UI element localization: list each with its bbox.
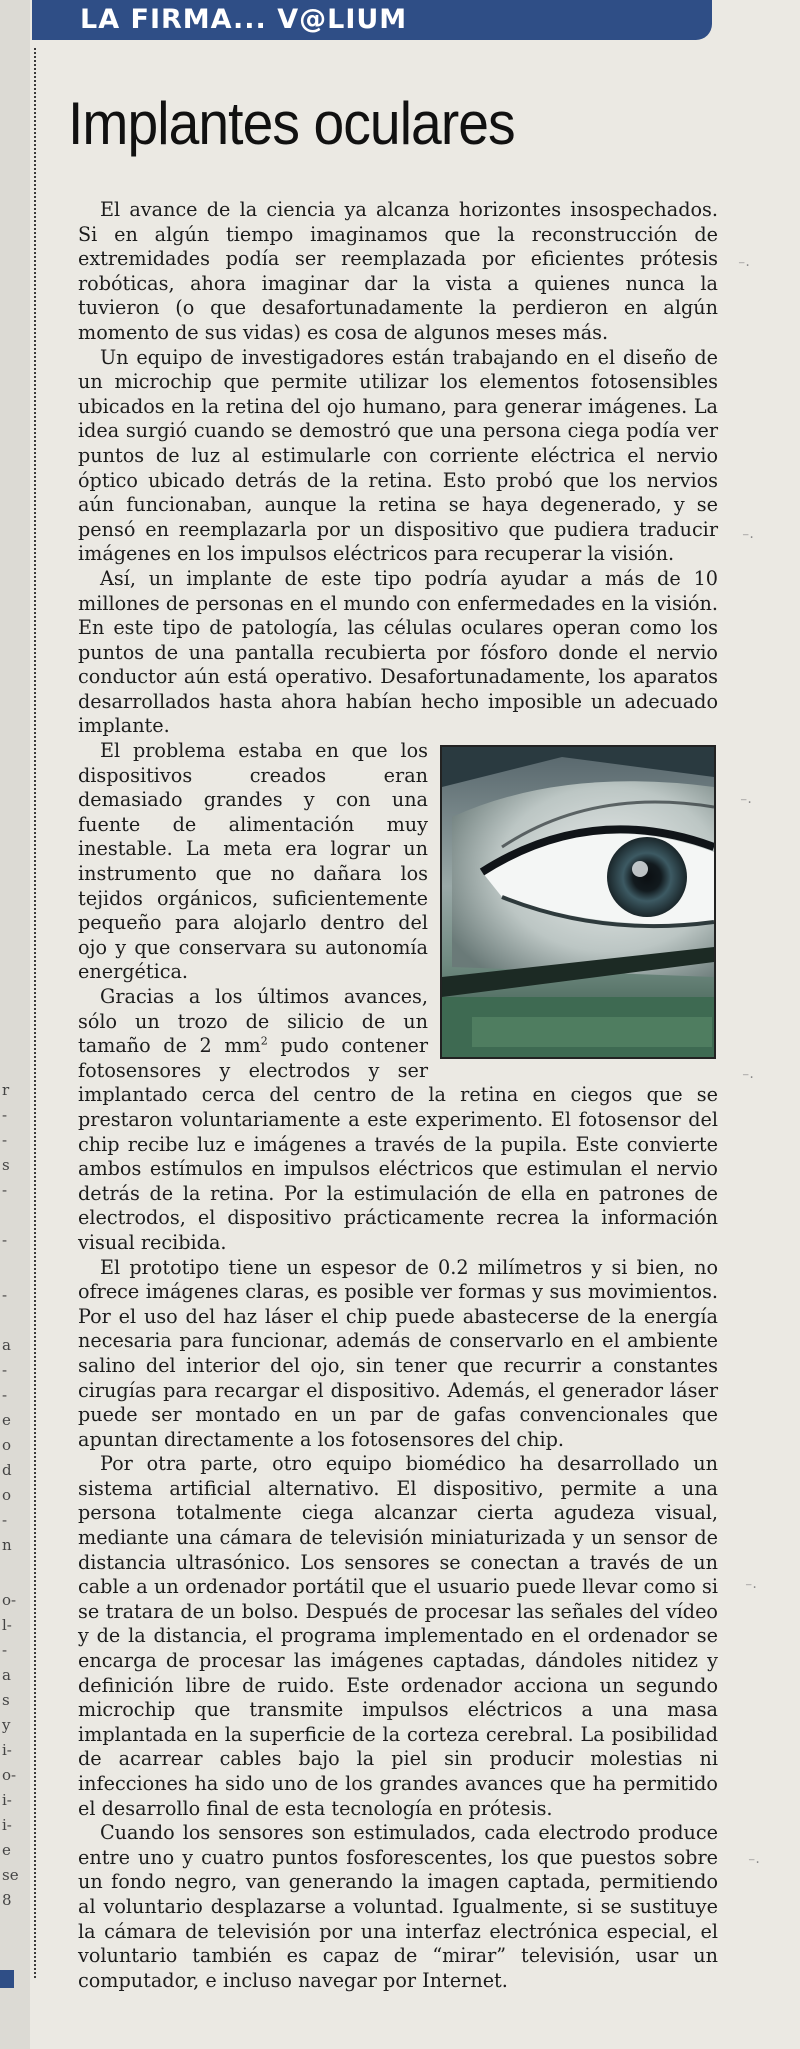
paragraph: El problema estaba en que los dispositivos creados eran demasiado grandes y con una fuente de alimentación muy inestable. La meta era lograr un instrumento que no dañara los tejidos orgánicos, suficientemente pequeño para alojarlo dentro del ojo y que conservara su autonomía energética. xyxy=(78,739,428,984)
adjacent-column-fragment: - xyxy=(2,1131,8,1149)
adjacent-column-fragment: s xyxy=(2,1691,10,1709)
adjacent-column-fragment: l- xyxy=(2,1616,12,1634)
adjacent-column-fragment: d xyxy=(2,1461,12,1479)
margin-mark: ⁻· xyxy=(738,258,750,274)
adjacent-column-fragment: o- xyxy=(2,1766,17,1784)
adjacent-column-strip xyxy=(0,0,30,2049)
column-divider xyxy=(34,48,36,1978)
paragraph: El avance de la ciencia ya alcanza horizontes insospechados. Si en algún tiempo imaginamos que la reconstrucción de extremidades podía ser reemplazada por eficientes prótesis robóticas, ahora imaginar dar la vista a quienes nunca la tuvieron (o que desafortunadamente la perdieron en algún momento de sus vidas) es cosa de algunos meses más. xyxy=(78,198,718,344)
adjacent-column-fragment: o- xyxy=(2,1591,17,1609)
paragraph-text: Gracias a los últimos avances, sólo un trozo de silicio de un tamaño de 2 mm xyxy=(78,985,428,1058)
blue-marker xyxy=(0,1970,14,1988)
adjacent-column-fragment: - xyxy=(2,1641,8,1659)
adjacent-column-fragment: a xyxy=(2,1666,11,1684)
adjacent-column-fragment: o xyxy=(2,1486,12,1504)
adjacent-column-fragment: - xyxy=(2,1361,8,1379)
adjacent-column-fragment: e xyxy=(2,1841,11,1859)
margin-mark: ⁻· xyxy=(740,795,752,811)
adjacent-column-fragment: y xyxy=(2,1716,11,1734)
paragraph-text: pudo contener fotosensores y electrodos y ser implantado cerca del centro de la retina en ciegos que se prestaron voluntariamente a este experimento. El fotosensor del chip recibe luz e imágenes a través de la pupila. Este convierte ambos estímulos en impulsos eléctricos que estimulan el nervio detrás de la retina. Por la estimulación de ella en patrones de electrodos, el dispositivo prácticamente recrea la información visual recibida. xyxy=(78,1034,718,1254)
section-title: LA FIRMA... V@LIUM xyxy=(80,4,408,35)
adjacent-column-fragment: i- xyxy=(2,1816,12,1834)
adjacent-column-fragment: - xyxy=(2,1106,8,1124)
article-body xyxy=(78,198,718,1993)
adjacent-column-fragment: 8 xyxy=(2,1891,12,1909)
paragraph: Por otra parte, otro equipo biomédico ha desarrollado un sistema artificial alternativo. El dispositivo, permite a una persona totalmente ciega alcanzar cierta agudeza visual, mediante una cámara de televisión miniaturizada y un sensor de distancia ultrasónico. Los sensores se conectan a través de un cable a un ordenador portátil que el usuario puede llevar como si se tratara de un bolso. Después de procesar las señales del vídeo y de la distancia, el programa implementado en el ordenador se encarga de procesar las imágenes captadas, dándoles nitidez y definición libre de ruido. Este ordenador acciona un segundo microchip que transmite impulsos eléctricos a una masa implantada en la superficie de la corteza cerebral. La posibilidad de acarrear cables bajo la piel sin producir molestias ni infecciones ha sido uno de los grandes avances que ha permitido el desarrollo final de esta tecnología en prótesis. xyxy=(78,1452,718,1820)
article-photo-figure xyxy=(440,745,718,1063)
superscript: 2 xyxy=(260,1034,268,1048)
adjacent-column-fragment: - xyxy=(2,1286,8,1304)
section-header-bar xyxy=(32,0,712,40)
margin-mark: ⁻· xyxy=(742,530,754,546)
adjacent-column-fragment: s xyxy=(2,1156,10,1174)
adjacent-column-fragment: r xyxy=(2,1081,10,1099)
adjacent-column-fragment: - xyxy=(2,1511,8,1529)
margin-mark: ⁻· xyxy=(745,1580,757,1596)
margin-mark: ⁻· xyxy=(748,1855,760,1871)
eye-photo xyxy=(440,745,716,1059)
paragraph: Un equipo de investigadores están trabajando en el diseño de un microchip que permite utilizar los elementos fotosensibles ubicados en la retina del ojo humano, para generar imágenes. La idea surgió cuando se demostró que una persona ciega podía ver puntos de luz al estimularle con corriente eléctrica el nervio óptico ubicado detrás de la retina. Esto probó que los nervios aún funcionaban, aunque la retina se haya degenerado, y se pensó en reemplazarla por un dispositivo que pudiera traducir imágenes en los impulsos eléctricos para recuperar la visión. xyxy=(78,345,718,566)
article-title: Implantes oculares xyxy=(68,90,515,157)
adjacent-column-fragment: i- xyxy=(2,1741,12,1759)
adjacent-column-fragment: o xyxy=(2,1436,12,1454)
paragraph: Cuando los sensores son estimulados, cada electrodo produce entre uno y cuatro puntos fosforescentes, los que puestos sobre un fondo negro, van generando la imagen captada, permitiendo al voluntario desplazarse a voluntad. Igualmente, si se sustituye la cámara de televisión por una interfaz electrónica especial, el voluntario también es capaz de “mirar” televisión, usar un computador, e incluso navegar por Internet. xyxy=(78,1821,718,1992)
paragraph: El prototipo tiene un espesor de 0.2 milímetros y si bien, no ofrece imágenes claras, es posible ver formas y sus movimientos. Por el uso del haz láser el chip puede abastecerse de la energía necesaria para funcionar, además de conservarlo en el ambiente salino del interior del ojo, sin tener que recurrir a constantes cirugías para recargar el dispositivo. Además, el generador láser puede ser montado en un par de gafas convencionales que apuntan directamente a los fotosensores del chip. xyxy=(78,1255,718,1451)
adjacent-column-fragment: i- xyxy=(2,1791,12,1809)
adjacent-column-fragment: - xyxy=(2,1231,8,1249)
eye-illustration xyxy=(442,747,714,1057)
margin-mark: ⁻· xyxy=(742,1070,754,1086)
adjacent-column-fragment: e xyxy=(2,1411,11,1429)
adjacent-column-fragment: - xyxy=(2,1386,8,1404)
adjacent-column-fragment: - xyxy=(2,1181,8,1199)
adjacent-column-fragment: n xyxy=(2,1536,12,1554)
adjacent-column-fragment: a xyxy=(2,1336,11,1354)
adjacent-column-fragment: se xyxy=(2,1866,19,1884)
paragraph: Así, un implante de este tipo podría ayudar a más de 10 millones de personas en el mundo con enfermedades en la visión. En este tipo de patología, las células oculares operan como los puntos de una pantalla recubierta por fósforo donde el nervio conductor aún está operativo. Desafortunadamente, los aparatos desarrollados hasta ahora habían hecho imposible un adecuado implante. xyxy=(78,566,718,738)
